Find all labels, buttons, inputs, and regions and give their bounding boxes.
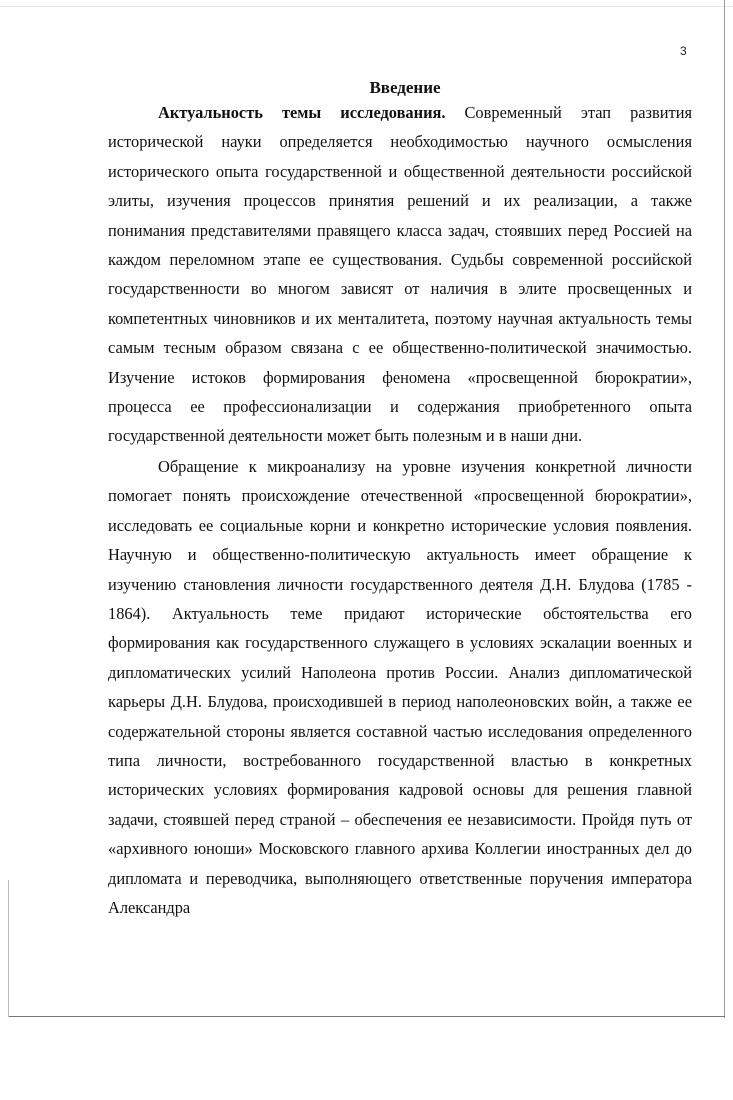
paragraph-text: Современный этап развития исторической науки определяется необходимостью научного осмысления исторического опыта государственной и общественной деятельности российской элиты, изучения процессов принятия решений и их реализации, а также понимания представителями правящего класса задач, стоявших перед Россией на каждом переломном этапе ее существования. Судьбы современной российской государственности во многом зависят от наличия в элите просвещенных и компетентных чиновников и их менталитета, поэтому научная актуальность темы самым тесным образом связана с ее общественно-политической значимостью. Изучение истоков формирования феномена «просвещенной бюрократии», процесса ее профессионализации и содержания приобретенного опыта государственной деятельности может быть полезным и в наши дни. [108, 103, 693, 446]
scan-edge-top [0, 6, 733, 7]
paragraph-microanalysis [108, 452, 692, 923]
scan-edge-bottom [8, 1016, 725, 1017]
paragraph-relevance [108, 98, 692, 451]
paragraph-text: Обращение к микроанализу на уровне изучения конкретной личности помогает понять происхождение отечественной «просвещенной бюрократии», исследовать ее социальные корни и конкретно исторические условия появления. Научную и общественно-политическую актуальность имеет обращение к изучению становления личности государственного деятеля Д.Н. Блудова (1785 - 1864). Актуальность теме придают исторические обстоятельства его формирования как государственного служащего в условиях эскалации военных и дипломатических усилий Наполеона против России. Анализ дипломатической карьеры Д.Н. Блудова, происходившей в период наполеоновских войн, а также ее содержательной стороны является составной частью исследования определенного типа личности, востребованного государственной властью в конкретных исторических условиях формирования кадровой основы для решения главной задачи, стоявшей перед страной – обеспечения ее независимости. Пройдя путь от «архивного юноши» Московского главного архива Коллегии иностранных дел до дипломата и переводчика, выполняющего ответственные поручения императора Александра [108, 456, 692, 917]
body-text [108, 98, 692, 922]
page-title: Введение [369, 78, 441, 97]
scan-edge-left [8, 880, 9, 1017]
paragraph-lead: Актуальность темы исследования. [158, 103, 446, 122]
scan-edge-right [724, 0, 725, 1018]
page-number: 3 [680, 44, 687, 58]
